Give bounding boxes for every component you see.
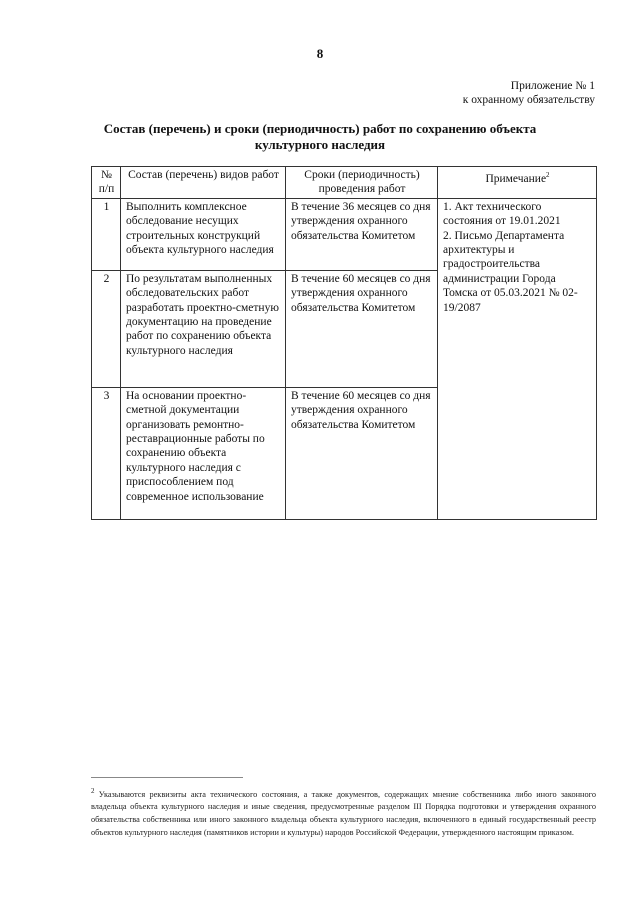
footnote-divider [91,777,243,778]
table-header-row [92,167,597,199]
page-number: 8 [316,46,324,61]
appendix-label [463,79,595,107]
footnote-ref: 2 [546,171,550,179]
row-works: По результатам выполненных обследовательских работ разработать проектно-сметную документацию на проведение работ по сохранению объекта культурного наследия [121,270,286,387]
footnote-mark: 2 [91,787,95,795]
row-terms: В течение 60 месяцев со дня утверждения охранного обязательства Комитетом [286,387,438,519]
row-works: На основании проектно-сметной документации организовать ремонтно-реставрационные работы по сохранению объекта культурного наследия с приспособлением под современное использование [121,387,286,519]
row-num: 3 [92,387,121,519]
appendix-line-2: к охранному обязательству [462,94,595,106]
header-note [438,167,597,199]
header-num: № п/п [92,167,121,199]
header-works: Состав (перечень) видов работ [121,167,286,199]
works-table [91,166,597,520]
header-terms: Сроки (периодичность) проведения работ [286,167,438,199]
appendix-line-1: Приложение № 1 [510,80,595,92]
table-row [92,198,597,270]
row-note [438,198,597,519]
document-title: Состав (перечень) и сроки (периодичность) работ по сохранению объекта культурного наследия [103,121,537,152]
header-note-label: Примечание [485,172,547,185]
row-num: 2 [92,270,121,387]
row-works: Выполнить комплексное обследование несущих строительных конструкций объекта культурного наследия [121,198,286,270]
footnote [91,785,596,840]
footnote-text: Указываются реквизиты акта технического состояния, а также документов, содержащих мнение собственника либо иного законного владельца объекта культурного наследия и иные сведения, предусмотренные разделом III Порядка подготовки и утверждения охранного обязательства собственника или иного законного владельца объекта культурного наследия, включенного в единый государственный реестр объектов культурного наследия (памятников истории и культуры) народов Российской Федерации, утвержденного настоящим приказом. [91,789,596,837]
row-terms: В течение 36 месяцев со дня утверждения охранного обязательства Комитетом [286,198,438,270]
note-item-2: 2. Письмо Департамента архитектуры и градостроительства администрации Города Томска от 05.03.2021 № 02-19/2087 [443,229,578,314]
row-terms: В течение 60 месяцев со дня утверждения охранного обязательства Комитетом [286,270,438,387]
row-num: 1 [92,198,121,270]
note-item-1: 1. Акт технического состояния от 19.01.2021 [443,200,561,228]
